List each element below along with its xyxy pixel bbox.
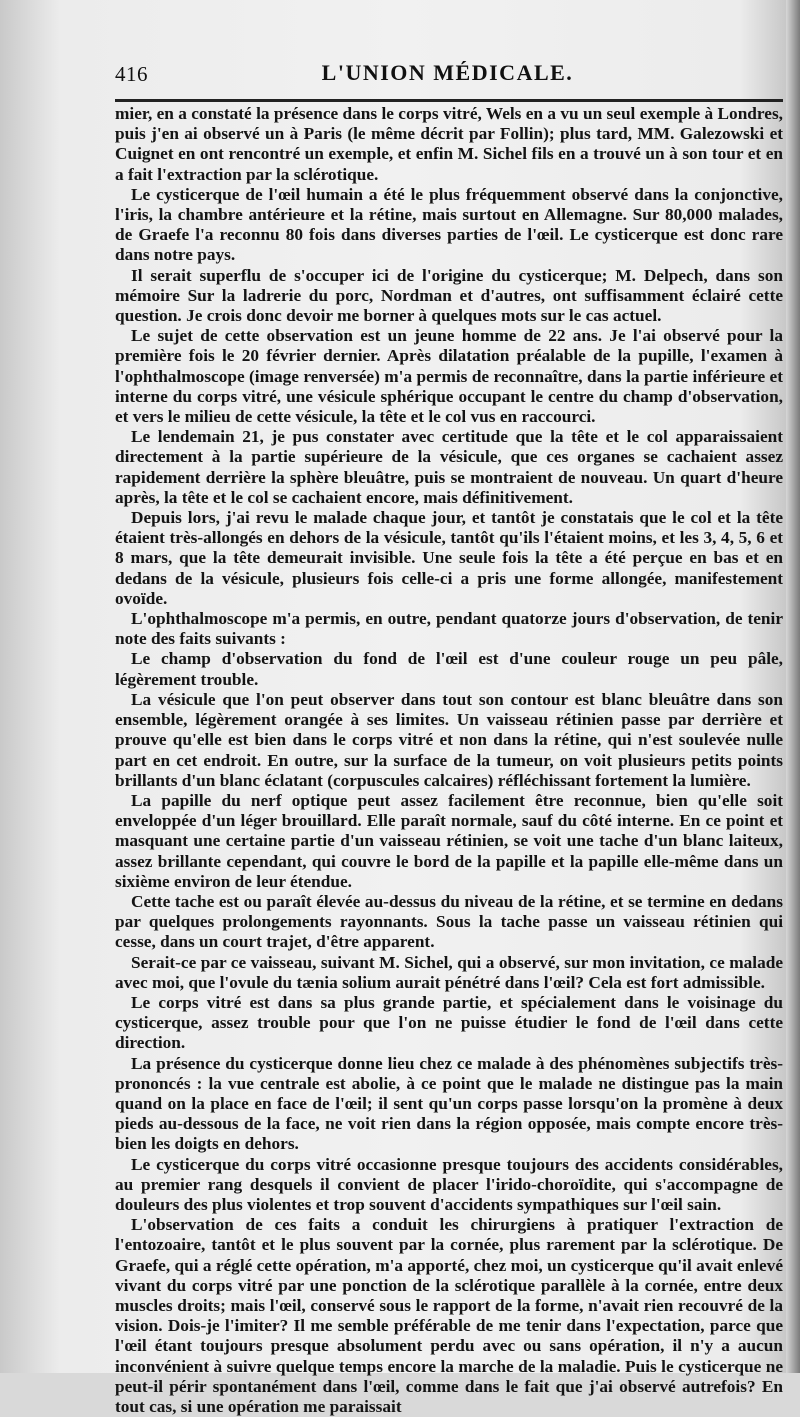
paragraph: Le cysticerque du corps vitré occasionne presque toujours des accidents considérables, au premier rang desquels il convient de placer l'irido-choroïdite, qui s'accompagne de douleurs des plus violentes et trop souvent d'accidents sympathiques sur l'œil sain. bbox=[115, 1154, 783, 1214]
paragraph: Il serait superflu de s'occuper ici de l'origine du cysticerque; M. Delpech, dans son mémoire Sur la ladrerie du porc, Nordman et d'autres, ont suffisamment éclairé cette question. Je crois donc devoir me borner à quelques mots sur le cas actuel. bbox=[115, 265, 783, 326]
paragraph: Le champ d'observation du fond de l'œil est d'une couleur rouge un peu pâle, légèrement trouble. bbox=[115, 649, 783, 689]
header-rule bbox=[115, 99, 783, 102]
page-number: 416 bbox=[115, 62, 148, 86]
paragraph: La présence du cysticerque donne lieu chez ce malade à des phénomènes subjectifs très-prononcés : la vue centrale est abolie, à ce point que le malade ne distingue pas la main quand on la place en face de l'œil; il sent qu'un corps passe lorsqu'on la promène à deux pieds au-dessous de la face, ne voit rien dans la région opposée, mais compte encore très-bien les doigts en dehors. bbox=[115, 1053, 783, 1154]
paragraph: Le corps vitré est dans sa plus grande partie, et spécialement dans le voisinage du cysticerque, assez trouble pour que l'on ne puisse étudier le fond de l'œil dans cette direction. bbox=[115, 992, 783, 1053]
paragraph: Serait-ce par ce vaisseau, suivant M. Sichel, qui a observé, sur mon invitation, ce malade avec moi, que l'ovule du tænia solium aurait pénétré dans l'œil? Cela est fort admissible. bbox=[115, 952, 783, 992]
paragraph: L'ophthalmoscope m'a permis, en outre, pendant quatorze jours d'observation, de tenir note des faits suivants : bbox=[115, 609, 783, 649]
page-header bbox=[115, 60, 780, 92]
paragraph: La vésicule que l'on peut observer dans tout son contour est blanc bleuâtre dans son ensemble, légèrement orangée à ses limites. Un vaisseau rétinien passe par derrière et prouve qu'elle est bien dans le corps vitré et non dans la rétine, qui n'est soulevée nulle part en cet endroit. En outre, sur la surface de la tumeur, on voit plusieurs petits points brillants d'un blanc éclatant (corpuscules calcaires) réfléchissant fortement la lumière. bbox=[115, 689, 783, 790]
paragraph: Le lendemain 21, je pus constater avec certitude que la tête et le col apparaissaient directement à la partie supérieure de la vésicule, que ces organes se cachaient assez rapidement derrière la sphère bleuâtre, puis se montraient de nouveau. Un quart d'heure après, la tête et le col se cachaient encore, mais définitivement. bbox=[115, 427, 783, 507]
paragraph: Le sujet de cette observation est un jeune homme de 22 ans. Je l'ai observé pour la première fois le 20 février dernier. Après dilatation préalable de la pupille, l'examen à l'ophthalmoscope (image renversée) m'a permis de reconnaître, dans la partie inférieure et interne du corps vitré, une vésicule sphérique occupant le centre du champ d'observation, et vers le milieu de cette vésicule, la tête et le col vus en raccourci. bbox=[115, 326, 783, 427]
paragraph: Le cysticerque de l'œil humain a été le plus fréquemment observé dans la conjonctive, l'iris, la chambre antérieure et la rétine, mais surtout en Allemagne. Sur 80,000 malades, de Graefe l'a reconnu 80 fois dans diverses parties de l'œil. Le cysticerque est donc rare dans notre pays. bbox=[115, 184, 783, 265]
journal-title: L'UNION MÉDICALE. bbox=[321, 60, 574, 85]
paragraph: Depuis lors, j'ai revu le malade chaque jour, et tantôt je constatais que le col et la tête étaient très-allongés en dehors de la vésicule, tantôt qu'ils l'étaient moins, et les 3, 4, 5, 6 et 8 mars, que la tête demeurait invisible. Une seule fois la tête a été perçue en bas et en dedans de la vésicule, plusieurs fois celle-ci a pris une forme allongée, manifestement ovoïde. bbox=[115, 508, 783, 608]
page-edge-shadow bbox=[786, 0, 800, 1373]
paragraph: La papille du nerf optique peut assez facilement être reconnue, bien qu'elle soit enveloppée d'un léger brouillard. Elle paraît normale, sauf du côté interne. En ce point et masquant une certaine partie d'un vaisseau rétinien, se voit une tache d'un blanc laiteux, assez brillante cependant, qui couvre le bord de la papille et la papille elle-même dans un sixième environ de leur étendue. bbox=[115, 790, 783, 891]
paragraph: Cette tache est ou paraît élevée au-dessus du niveau de la rétine, et se termine en dedans par quelques prolongements rayonnants. Sous la tache passe un vaisseau rétinien qui cesse, dans un court trajet, d'être apparent. bbox=[115, 891, 783, 952]
paragraph: mier, en a constaté la présence dans le corps vitré, Wels en a vu un seul exemple à Londres, puis j'en ai observé un à Paris (le même décrit par Follin); plus tard, MM. Galezowski et Cuignet en ont rencontré un exemple, et enfin M. Sichel fils en a trouvé un à son tour et en a fait l'extraction par la sclérotique. bbox=[115, 104, 783, 184]
paragraph: L'observation de ces faits a conduit les chirurgiens à pratiquer l'extraction de l'entozoaire, tantôt et le plus souvent par la cornée, plus rarement par la sclérotique. De Graefe, qui a réglé cette opération, m'a apporté, chez moi, un cysticerque qu'il avait enlevé vivant du corps vitré par une ponction de la sclérotique parallèle à la cornée, entre deux muscles droits; mais l'œil, conservé sous le rapport de la forme, n'avait rien recouvré de la vision. Dois-je l'imiter? Il me semble préférable de me tenir dans l'expectation, parce que l'œil étant toujours presque absolument perdu avec ou sans opération, il n'y a aucun inconvénient à suivre quelque temps encore la marche de la maladie. Puis le cysticerque ne peut-il périr spontanément dans l'œil, comme dans le fait que j'ai observé autrefois? En tout cas, si une opération me paraissait bbox=[115, 1215, 783, 1416]
article-body bbox=[115, 104, 783, 1417]
